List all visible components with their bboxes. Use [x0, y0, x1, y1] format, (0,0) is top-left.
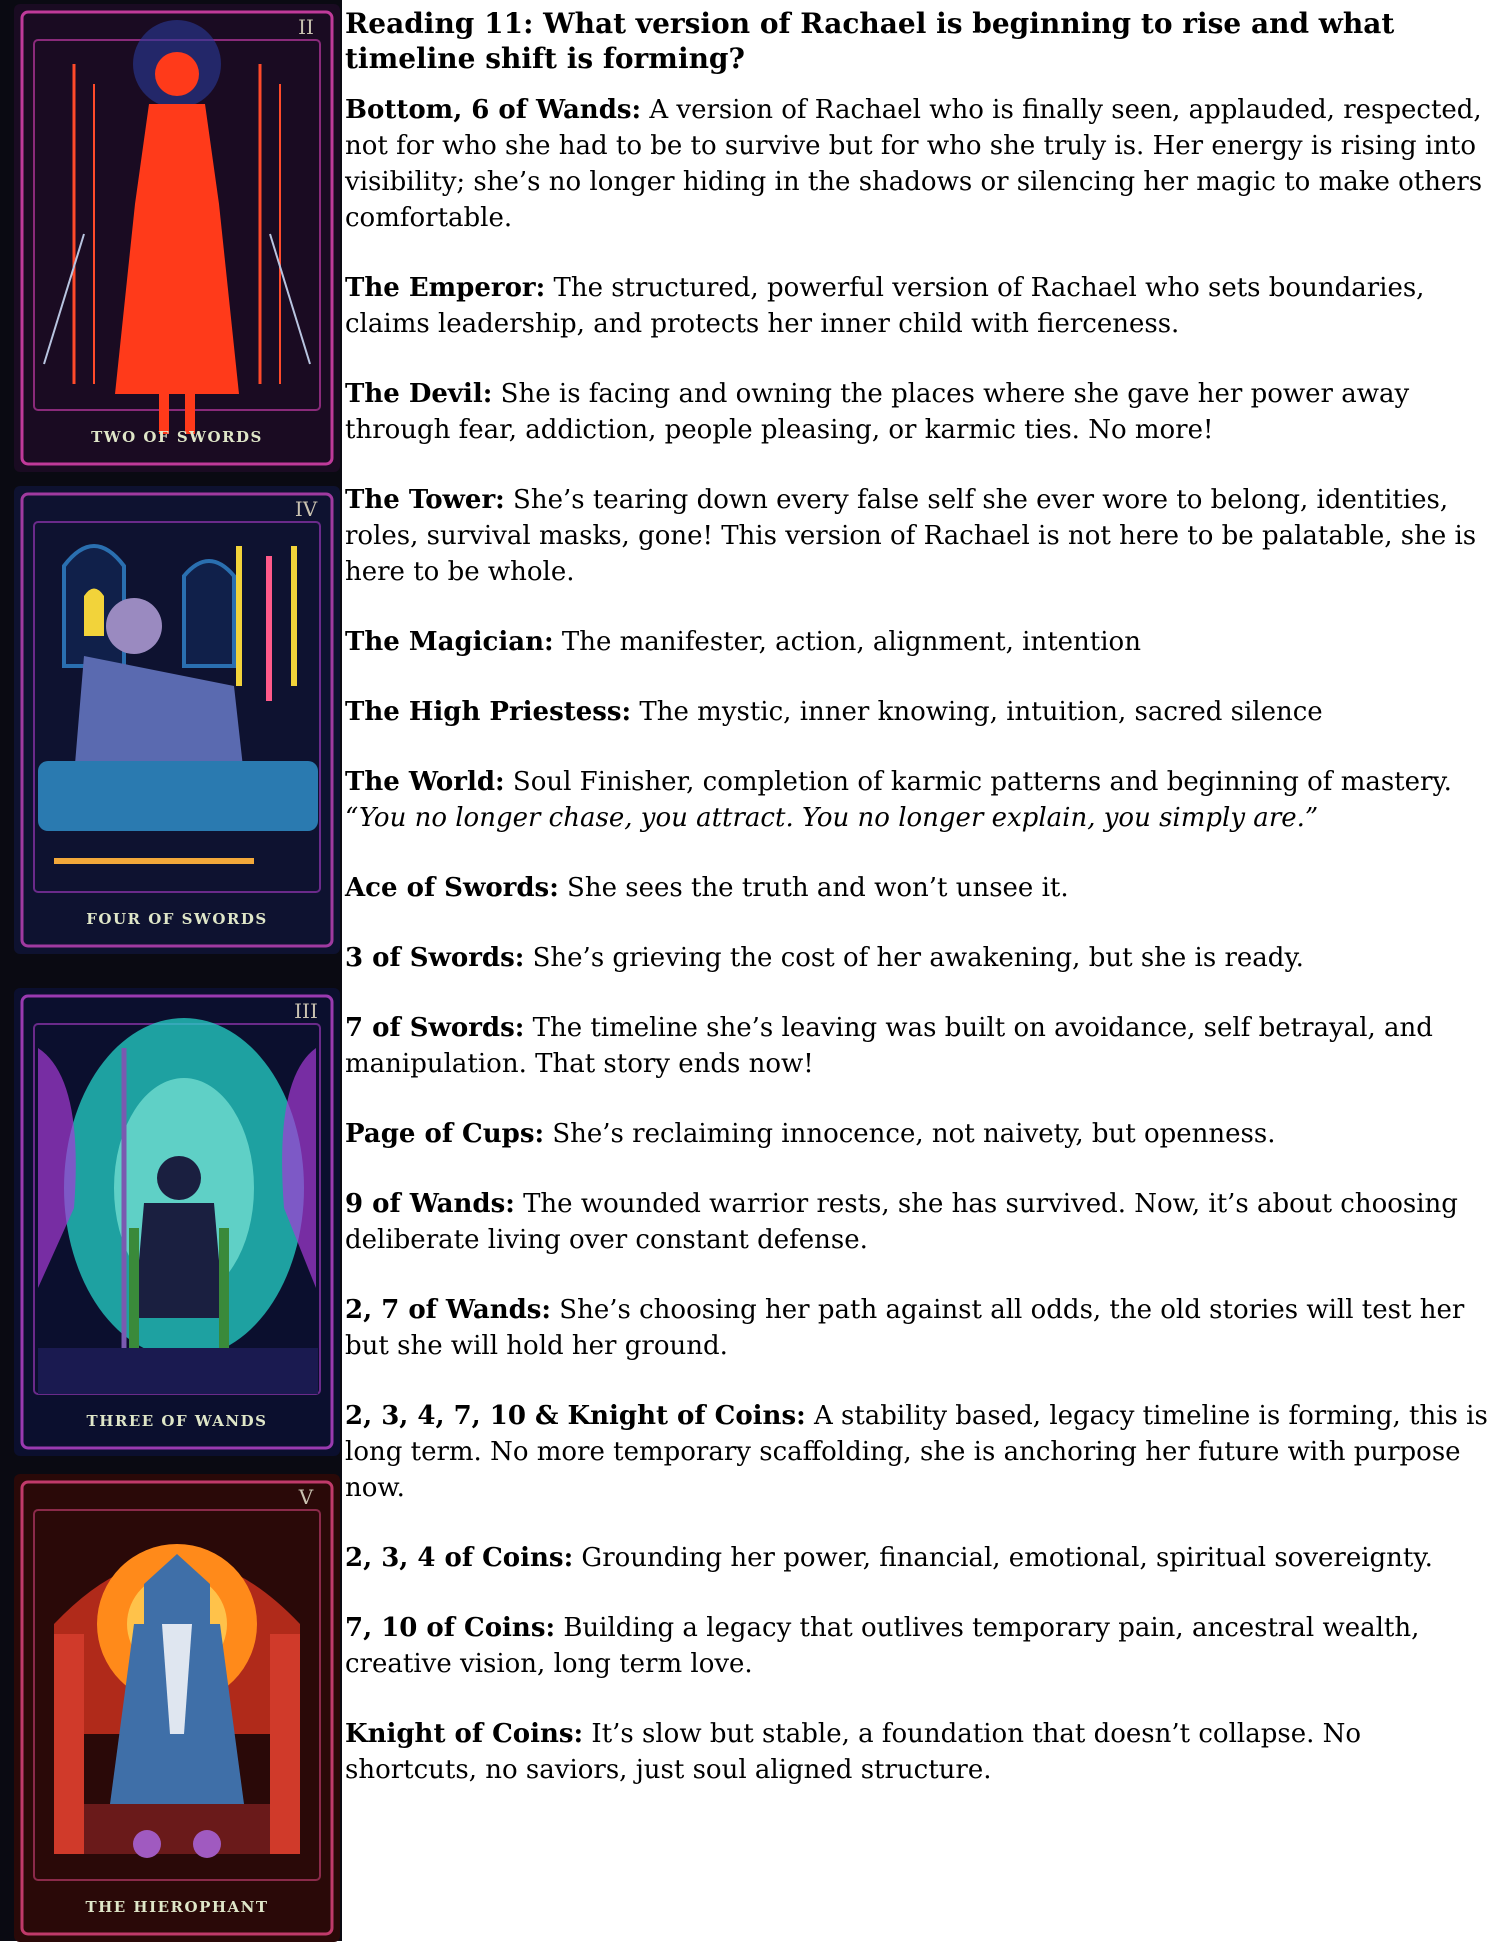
card-the-hierophant-title: THE HIEROPHANT — [85, 1898, 269, 1916]
entry-text: She’s tearing down every false self she ever wore to belong, identities, roles, survival masks, gone! This version of Rachael is not here to be palatable, she is here to be whole. — [345, 485, 1477, 587]
entry-label: Page of Cups: — [345, 1119, 545, 1149]
entry-text: She is facing and owning the places where she gave her power away through fear, addiction, people pleasing, or karmic ties. No more! — [345, 379, 1410, 445]
entry-label: The Emperor: — [345, 273, 546, 303]
entry-text: Grounding her power, financial, emotional, spiritual sovereignty. — [573, 1543, 1433, 1573]
entry-text: The mystic, inner knowing, intuition, sacred silence — [631, 697, 1323, 727]
card-two-of-swords-title: TWO OF SWORDS — [91, 428, 263, 446]
entry-label: The World: — [345, 767, 505, 797]
reading-entry — [345, 1716, 1493, 1788]
entry-text: She’s reclaiming innocence, not naivety, but openness. — [544, 1119, 1276, 1149]
entry-label: The Magician: — [345, 627, 554, 657]
reading-title: Reading 11: What version of Rachael is beginning to rise and what timeline shift is forming? — [345, 7, 1395, 75]
card-the-hierophant-art — [14, 1474, 340, 1942]
card-four-of-swords-art — [14, 486, 340, 954]
reading-entry — [345, 482, 1493, 590]
reading-entry — [345, 1010, 1493, 1082]
entry-text: A stability based, legacy timeline is forming, this is long term. No more temporary scaffolding, she is anchoring her future with purpose now. — [345, 1401, 1488, 1503]
entry-label: 9 of Wands: — [345, 1189, 515, 1219]
card-three-of-wands-title: THREE OF WANDS — [86, 1412, 268, 1430]
card-two-of-swords — [14, 4, 340, 472]
entry-text: She’s choosing her path against all odds, the old stories will test her but she will hold her ground. — [345, 1295, 1465, 1361]
entry-label: Ace of Swords: — [345, 873, 559, 903]
entry-label: 3 of Swords: — [345, 943, 525, 973]
reading-entry — [345, 624, 1493, 660]
entry-label: 2, 3, 4 of Coins: — [345, 1543, 574, 1573]
entry-text: A version of Rachael who is finally seen, applauded, respected, not for who she had to be to survive but for who she truly is. Her energy is rising into visibility; she’s no longer hiding in the shadows or silencing her magic to make others comfortable. — [345, 95, 1483, 233]
card-three-of-wands-numeral: III — [294, 999, 318, 1023]
reading-text — [345, 6, 1493, 1822]
reading-entry — [345, 376, 1493, 448]
card-the-hierophant-numeral: V — [298, 1485, 314, 1509]
card-four-of-swords-title: FOUR OF SWORDS — [86, 910, 268, 928]
entry-label: 7 of Swords: — [345, 1013, 525, 1043]
card-four-of-swords — [14, 486, 340, 954]
entry-text: Building a legacy that outlives temporary pain, ancestral wealth, creative vision, long term love. — [345, 1613, 1420, 1679]
reading-entry — [345, 92, 1493, 236]
entry-label: The Devil: — [345, 379, 493, 409]
entry-text: She’s grieving the cost of her awakening, but she is ready. — [524, 943, 1304, 973]
card-two-of-swords-art — [14, 4, 340, 472]
reading-entry — [345, 1116, 1493, 1152]
reading-entries — [345, 92, 1493, 1788]
card-the-hierophant — [14, 1474, 340, 1942]
reading-entry — [345, 1398, 1493, 1506]
card-three-of-wands — [14, 988, 340, 1456]
reading-entry — [345, 764, 1493, 836]
entry-label: 2, 3, 4, 7, 10 & Knight of Coins: — [345, 1401, 806, 1431]
entry-text: The wounded warrior rests, she has survived. Now, it’s about choosing deliberate living over constant defense. — [345, 1189, 1458, 1255]
entry-label: The High Priestess: — [345, 697, 632, 727]
reading-entry — [345, 1610, 1493, 1682]
entry-text: The structured, powerful version of Rachael who sets boundaries, claims leadership, and protects her inner child with fierceness. — [345, 273, 1425, 339]
entry-label: 7, 10 of Coins: — [345, 1613, 556, 1643]
entry-quote: “You no longer chase, you attract. You no longer explain, you simply are.” — [345, 803, 1319, 833]
entry-text: She sees the truth and won’t unsee it. — [558, 873, 1069, 903]
reading-entry — [345, 1186, 1493, 1258]
reading-entry — [345, 270, 1493, 342]
entry-label: 2, 7 of Wands: — [345, 1295, 552, 1325]
reading-entry — [345, 940, 1493, 976]
reading-entry — [345, 870, 1493, 906]
reading-entry — [345, 694, 1493, 730]
entry-text: The timeline she’s leaving was built on avoidance, self betrayal, and manipulation. That story ends now! — [345, 1013, 1433, 1079]
entry-label: Bottom, 6 of Wands: — [345, 95, 642, 125]
card-three-of-wands-art — [14, 988, 340, 1456]
entry-text: It’s slow but stable, a foundation that doesn’t collapse. No shortcuts, no saviors, just soul aligned structure. — [345, 1719, 1362, 1785]
reading-entry — [345, 1292, 1493, 1364]
entry-label: Knight of Coins: — [345, 1719, 584, 1749]
card-four-of-swords-numeral: IV — [294, 497, 318, 521]
reading-entry — [345, 1540, 1493, 1576]
card-two-of-swords-numeral: II — [298, 15, 314, 39]
tarot-card-column — [0, 0, 342, 1941]
entry-label: The Tower: — [345, 485, 505, 515]
entry-text: Soul Finisher, completion of karmic patterns and beginning of mastery. — [504, 767, 1452, 797]
entry-text: The manifester, action, alignment, intention — [553, 627, 1141, 657]
